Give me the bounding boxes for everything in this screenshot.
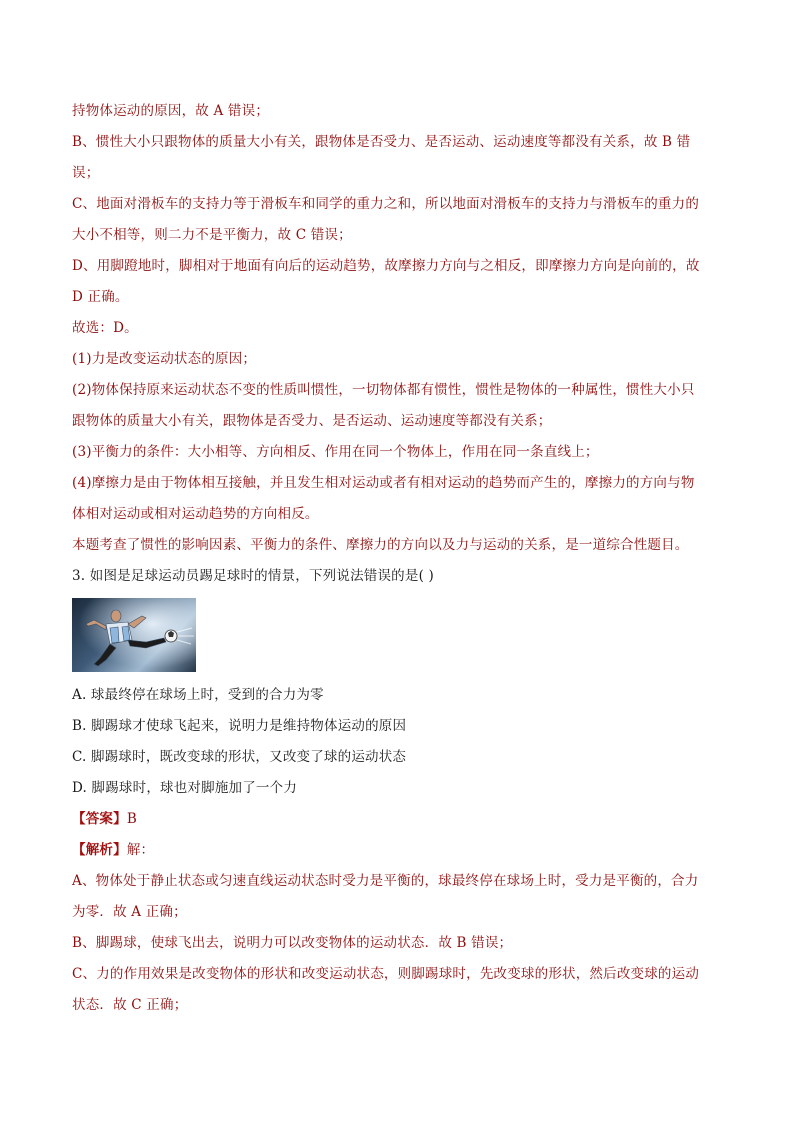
text-line: 状态．故 C 正确；	[72, 997, 188, 1013]
soccer-player-image	[72, 598, 196, 672]
explanation-block-bottom	[72, 866, 722, 1021]
text-line: B、惯性大小只跟物体的质量大小有关，跟物体是否受力、是否运动、运动速度等都没有关系，故 B 错	[72, 134, 691, 150]
text-line: (1)力是改变运动状态的原因；	[72, 351, 257, 367]
text-line: 持物体运动的原因，故 A 错误；	[72, 103, 270, 119]
text-line: 跟物体的质量大小有关，跟物体是否受力、是否运动、运动速度等都没有关系；	[72, 413, 552, 429]
text-line: B、脚踢球，使球飞出去，说明力可以改变物体的运动状态．故 B 错误；	[72, 935, 513, 951]
option-b: B. 脚踢球才使球飞起来，说明力是维持物体运动的原因	[72, 718, 407, 734]
analysis-line	[72, 835, 722, 866]
text-line: (4)摩擦力是由于物体相互接触，并且发生相对运动或者有相对运动的趋势而产生的，摩擦力的方向与物	[72, 475, 695, 491]
text-line: 误；	[72, 165, 100, 181]
text-line: C、地面对滑板车的支持力等于滑板车和同学的重力之和，所以地面对滑板车的支持力与滑板车的重力的	[72, 196, 700, 212]
text-line: (3)平衡力的条件：大小相等、方向相反、作用在同一个物体上，作用在同一条直线上；	[72, 444, 599, 460]
analysis-value: 解：	[126, 842, 155, 858]
explanation-block-top	[72, 96, 722, 561]
option-a: A. 球最终停在球场上时，受到的合力为零	[72, 687, 324, 703]
text-line: 大小不相等，则二力不是平衡力，故 C 错误；	[72, 227, 352, 243]
text-line: (2)物体保持原来运动状态不变的性质叫惯性，一切物体都有惯性，惯性是物体的一种属性，惯性大小只	[72, 382, 695, 398]
analysis-label: 【解析】	[72, 842, 127, 858]
document-page	[72, 96, 722, 1021]
text-line: 故选：D。	[72, 320, 138, 336]
text-line: 本题考查了惯性的影响因素、平衡力的条件、摩擦力的方向以及力与运动的关系，是一道综合性题目。	[72, 537, 689, 553]
text-line: A、物体处于静止状态或匀速直线运动状态时受力是平衡的，球最终停在球场上时，受力是平衡的，合力	[72, 873, 699, 889]
question-stem: 3. 如图是足球运动员踢足球时的情景，下列说法错误的是( )	[72, 568, 434, 584]
text-line: D 正确。	[72, 289, 129, 305]
answer-value: B	[126, 811, 137, 827]
option-d: D. 脚踢球时，球也对脚施加了一个力	[72, 780, 298, 796]
answer-label: 【答案】	[72, 811, 127, 827]
answer-line	[72, 804, 722, 835]
text-line: 为零．故 A 正确；	[72, 904, 187, 920]
text-line: D、用脚蹬地时，脚相对于地面有向后的运动趋势，故摩擦力方向与之相反，即摩擦力方向是向前的，故	[72, 258, 700, 274]
option-c: C. 脚踢球时，既改变球的形状，又改变了球的运动状态	[72, 749, 407, 765]
question-block	[72, 561, 722, 866]
text-line: 体相对运动或相对运动趋势的方向相反。	[72, 506, 319, 522]
text-line: C、力的作用效果是改变物体的形状和改变运动状态，则脚踢球时，先改变球的形状，然后改变球的运动	[72, 966, 700, 982]
